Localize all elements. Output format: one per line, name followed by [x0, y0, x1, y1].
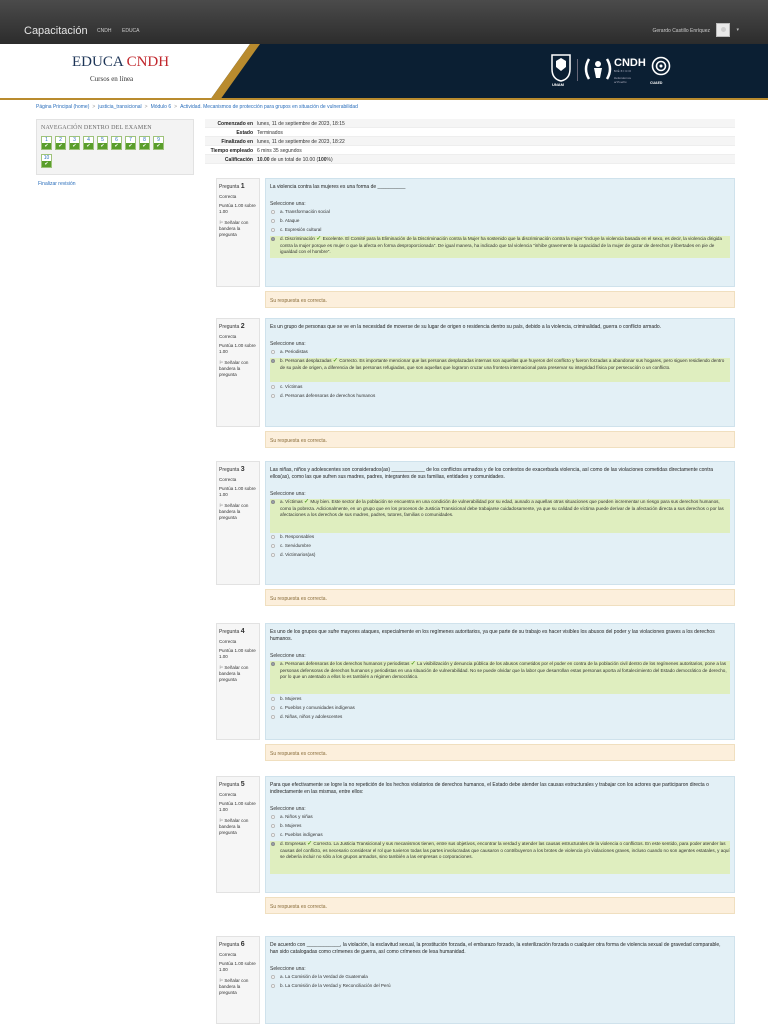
answer-option[interactable] — [270, 814, 730, 822]
quiz-nav-number: 6 — [115, 137, 118, 143]
answer-option[interactable] — [270, 714, 730, 722]
feedback-text: Su respuesta es correcta. — [270, 298, 327, 304]
radio-button[interactable] — [271, 984, 275, 988]
question-label: Pregunta — [219, 629, 240, 635]
radio-button[interactable] — [271, 975, 275, 979]
flag-icon: ⚐ — [219, 503, 224, 508]
question-state: Correcta — [219, 952, 237, 957]
option-text: a. Víctimas — [280, 499, 303, 504]
top-navbar — [0, 0, 768, 44]
flag-icon: ⚐ — [219, 818, 224, 823]
option-text: a. Niños y niñas — [280, 814, 313, 819]
quiz-nav-button-6[interactable] — [111, 136, 122, 150]
check-icon: ✓ — [316, 236, 322, 242]
radio-button[interactable] — [271, 715, 275, 719]
question-label: Pregunta — [219, 324, 240, 330]
radio-button[interactable] — [271, 219, 275, 223]
quiz-nav-button-1[interactable] — [41, 136, 52, 150]
summary-row: Calificación 10.00 de un total de 10.00 (100%) — [205, 155, 735, 164]
banner-subtitle: Cursos en línea — [90, 75, 134, 83]
question-label: Pregunta — [219, 184, 240, 190]
feedback-text: Su respuesta es correcta. — [270, 596, 327, 602]
unam-logo-icon — [549, 53, 573, 83]
option-text: a. Periodistas — [280, 349, 308, 354]
general-feedback — [265, 744, 735, 761]
check-icon: ✔ — [112, 143, 121, 149]
question-label: Pregunta — [219, 782, 240, 788]
option-text: d. Victimarios(as) — [280, 552, 316, 557]
option-text: c. Víctimas — [280, 384, 303, 389]
quiz-nav-number: 10 — [43, 155, 50, 161]
question-text: Las niñas, niños y adolescentes son considerados(as) ____________ de los conflictos armados y de los contextos de exacerbada violencia, así como de las violaciones cometidas directamente contra ellos(as), como las que sufren sus madres, padres, integrantes de sus familias, entidades y comunidades. — [270, 467, 714, 480]
answer-option[interactable] — [270, 543, 730, 551]
question-number: 4 — [240, 628, 245, 635]
option-text: d. Personas defensoras de derechos humanos — [280, 393, 376, 398]
radio-button[interactable] — [271, 237, 275, 241]
radio-button[interactable] — [271, 833, 275, 837]
question-info-6 — [216, 936, 260, 1024]
flag-icon: ⚐ — [219, 360, 224, 365]
question-number: 6 — [240, 941, 245, 948]
finish-review-link[interactable]: Finalizar revisión — [38, 181, 76, 187]
option-text: b. Responsables — [280, 534, 315, 539]
quiz-nav-number: 5 — [101, 137, 104, 143]
question-text: La violencia contra las mujeres es una forma de __________ — [270, 184, 406, 190]
breadcrumb-activity[interactable]: Actividad. Mecanismos de protección para grupos en situación de vulnerabilidad — [180, 104, 358, 110]
question-content-2 — [265, 318, 735, 427]
answer-option[interactable] — [270, 384, 730, 392]
option-feedback: La visibilización y denuncia pública de los abusos cometidos por el poder en contra de la población civil dentro de los regímenes autoritarios, pone a las personas defensoras de derechos humanos y periodistas en una situación de vulnerabilidad. No se puede olvidar que la labor que desarrollan estas personas aporta al fortalecimiento del Estado democrático de derecho, por lo que un atentado a ellos lo es también a régimen democrático. — [280, 661, 727, 680]
question-grade: Puntúa 1.00 sobre 1.00 — [219, 486, 256, 497]
question-grade: Puntúa 1.00 sobre 1.00 — [219, 648, 256, 659]
answer-option[interactable] — [270, 841, 730, 874]
radio-button[interactable] — [271, 535, 275, 539]
flag-question-toggle[interactable]: ⚐ Señalar con bandera la pregunta — [219, 978, 249, 995]
option-text: a. Personas defensoras de los derechos humanos y periodistas — [280, 661, 410, 666]
radio-button[interactable] — [271, 697, 275, 701]
answer-option[interactable] — [270, 349, 730, 357]
flag-icon: ⚐ — [219, 220, 224, 225]
flag-question-toggle[interactable]: ⚐ Señalar con bandera la pregunta — [219, 503, 249, 520]
option-text: c. Expresión cultural — [280, 227, 322, 232]
breadcrumb-module[interactable]: Módulo 6 — [150, 104, 172, 110]
select-one-prompt: Seleccione una: — [270, 341, 306, 347]
answer-option[interactable] — [270, 661, 730, 694]
radio-button[interactable] — [271, 662, 275, 666]
feedback-text: Su respuesta es correcta. — [270, 438, 327, 444]
quiz-nav-number: 4 — [87, 137, 90, 143]
cndh-logo-icon — [583, 54, 613, 84]
radio-button[interactable] — [271, 553, 275, 557]
answer-option[interactable] — [270, 983, 730, 991]
option-feedback: Muy bien. Este sector de la población se encuentra en una condición de vulnerabilidad por su edad, aunado a aquellas otras situaciones que pueden incrementar un riesgo para sus derechos humanos, como la pobreza. Adicionalmente, en un grupo que en los procesos de Justicia Transicional debe trabajarse cuidadosamente, ya que su calidad de víctima puede derivar de la afectación directa a sus derechos o por las afectaciones a los derechos de sus madres, padres, tutores, familias o comunidades. — [280, 499, 724, 518]
user-menu-name[interactable]: Gerardo Castillo Enríquez — [652, 28, 710, 34]
quiz-nav-button-3[interactable] — [69, 136, 80, 150]
summary-row: Estado Terminados — [205, 128, 735, 137]
question-content-5 — [265, 776, 735, 893]
question-info-4 — [216, 623, 260, 740]
question-content-3 — [265, 461, 735, 585]
option-feedback: Correcto. La Justicia Transicional y sus mecanismos tienen, entre sus objetivos, encontrar la verdad y atender las causas estructurales de la violencia o conflictos. En este sentido, para poder atender las causas del conflicto, es necesario considerar el rol que tuvieron todas las partes involucradas que causaron o contribuyeron a los brotes de violencia y/o violaciones graves, incluso cuando no son agentes estatales, y aquí se debería incluir no sólo a los grupos armados, sino también a las empresas o corporaciones. — [280, 841, 730, 860]
header-banner: EDUCA CNDH Cursos en línea UNAM CNDH MÉXICO Defendemos al Pueblo CUAED — [0, 44, 768, 100]
question-text: Es uno de los grupos que sufre mayores ataques, especialmente en los regímenes autoritarios, ya que parte de su trabajo es hacer visibles los abusos del poder y las violaciones graves a los derechos humanos. — [270, 629, 715, 642]
option-feedback: Correcto. Es importante mencionar que las personas desplazadas internas son aquellas que huyeron del conflicto y fueron forzadas a abandonar sus hogares, pero siguen residiendo dentro de su país de origen, a diferencia de las personas refugiadas, que son aquellas que lograron cruzar una frontera internacional para preservar su integridad física por persecución o un conflicto. — [280, 358, 725, 370]
check-icon: ✔ — [126, 143, 135, 149]
option-feedback: Excelente. El Comité para la Eliminación de la Discriminación contra la Mujer ha sostenido que la discriminación contra la mujer "incluye la violencia basada en el sexo, es decir, la violencia dirigida contra la mujer porque es mujer o que la afecta en forma desproporcionada". De igual manera, ha indicado que tal violencia "inhibe gravemente la capacidad de la mujer de gozar de derechos y libertades en pie de igualdad con el hombre". — [280, 236, 723, 255]
option-text: b. Ataque — [280, 218, 300, 223]
question-state: Correcta — [219, 792, 237, 797]
answer-option[interactable] — [270, 823, 730, 831]
summary-row: Tiempo empleado 6 mins 35 segundos — [205, 146, 735, 155]
quiz-nav-number: 3 — [73, 137, 76, 143]
flag-icon: ⚐ — [219, 665, 224, 670]
chevron-down-icon[interactable]: ▾ — [736, 27, 739, 33]
flag-question-toggle[interactable]: ⚐ Señalar con bandera la pregunta — [219, 220, 249, 237]
option-text: a. Transformación social — [280, 209, 330, 214]
radio-button[interactable] — [271, 500, 275, 504]
general-feedback — [265, 897, 735, 914]
question-info-1 — [216, 178, 260, 287]
nav-link-educa[interactable]: EDUCA — [122, 28, 140, 34]
select-one-prompt: Seleccione una: — [270, 201, 306, 207]
general-feedback — [265, 431, 735, 448]
quiz-nav-button-8[interactable] — [139, 136, 150, 150]
check-icon: ✔ — [84, 143, 93, 149]
option-text: a. La Comisión de la Verdad de Guatemala — [280, 974, 368, 979]
radio-button[interactable] — [271, 228, 275, 232]
option-text: c. Servidumbre — [280, 543, 311, 548]
radio-button[interactable] — [271, 544, 275, 548]
quiz-nav-button-2[interactable] — [55, 136, 66, 150]
radio-button[interactable] — [271, 842, 275, 846]
question-number: 3 — [240, 466, 245, 473]
quiz-nav-button-10[interactable] — [41, 154, 52, 168]
question-number: 5 — [240, 781, 245, 788]
check-icon: ✓ — [304, 499, 310, 505]
site-brand-link[interactable]: Capacitación — [24, 25, 88, 37]
answer-option[interactable] — [270, 499, 730, 533]
question-info-5 — [216, 776, 260, 893]
flag-question-toggle[interactable]: ⚐ Señalar con bandera la pregunta — [219, 818, 249, 835]
avatar[interactable] — [716, 23, 730, 37]
option-text: d. Empresas — [280, 841, 306, 846]
option-text: b. Personas desplazadas — [280, 358, 332, 363]
question-info-2 — [216, 318, 260, 427]
radio-button[interactable] — [271, 350, 275, 354]
question-grade: Puntúa 1.00 sobre 1.00 — [219, 343, 256, 354]
question-text: De acuerdo con ____________, la violación, la esclavitud sexual, la prostitución forzada, el embarazo forzado, la esterilización forzada o cualquier otra forma de violencia sexual de gravedad comparable, han sido catalogadas como crímenes de guerra, así como crímenes de lesa humanidad. — [270, 942, 721, 955]
option-text: d. Discriminación — [280, 236, 315, 241]
breadcrumb: Página Principal (home) > justicia_transicional > Módulo 6 > Actividad. Mecanismos de protección para grupos en situación de vulnerabilidad — [36, 104, 358, 110]
radio-button[interactable] — [271, 706, 275, 710]
feedback-text: Su respuesta es correcta. — [270, 751, 327, 757]
flag-question-toggle[interactable]: ⚐ Señalar con bandera la pregunta — [219, 360, 249, 377]
question-text: Para que efectivamente se logre la no repetición de los hechos violatorios de derechos humanos, el Estado debe atender las causas estructurales y trabajar con los actores que participaron directa o indirectamente en las mismas, entre ellos: — [270, 782, 709, 795]
answer-option[interactable] — [270, 227, 730, 235]
question-grade: Puntúa 1.00 sobre 1.00 — [219, 203, 256, 214]
feedback-text: Su respuesta es correcta. — [270, 904, 327, 910]
select-one-prompt: Seleccione una: — [270, 966, 306, 972]
radio-button[interactable] — [271, 385, 275, 389]
breadcrumb-course[interactable]: justicia_transicional — [98, 104, 142, 110]
attempt-summary-table — [205, 119, 735, 164]
quiz-navigation-title: NAVEGACIÓN DENTRO DEL EXAMEN — [41, 125, 152, 131]
select-one-prompt: Seleccione una: — [270, 806, 306, 812]
radio-button[interactable] — [271, 815, 275, 819]
summary-row: Finalizado en lunes, 11 de septiembre de 2023, 18:22 — [205, 137, 735, 146]
answer-option[interactable] — [270, 218, 730, 226]
question-state: Correcta — [219, 334, 237, 339]
check-icon: ✔ — [154, 143, 163, 149]
question-state: Correcta — [219, 639, 237, 644]
check-icon: ✔ — [70, 143, 79, 149]
radio-button[interactable] — [271, 824, 275, 828]
general-feedback — [265, 589, 735, 606]
question-text: Es un grupo de personas que se ve en la necesidad de moverse de su lugar de origen o residencia dentro su país, debido a la violencia, criminalidad, guerra o conflicto armado. — [270, 324, 662, 330]
question-number: 2 — [240, 323, 245, 330]
question-state: Correcta — [219, 477, 237, 482]
radio-button[interactable] — [271, 359, 275, 363]
check-icon: ✔ — [42, 143, 51, 149]
question-label: Pregunta — [219, 467, 240, 473]
quiz-nav-button-5[interactable] — [97, 136, 108, 150]
check-icon: ✔ — [140, 143, 149, 149]
answer-option[interactable] — [270, 393, 730, 401]
select-one-prompt: Seleccione una: — [270, 491, 306, 497]
question-info-3 — [216, 461, 260, 585]
summary-row: Comenzado en lunes, 11 de septiembre de 2023, 18:15 — [205, 119, 735, 128]
quiz-nav-button-4[interactable] — [83, 136, 94, 150]
select-one-prompt: Seleccione una: — [270, 653, 306, 659]
answer-option[interactable] — [270, 974, 730, 982]
question-label: Pregunta — [219, 942, 240, 948]
quiz-nav-number: 1 — [45, 137, 48, 143]
breadcrumb-home[interactable]: Página Principal (home) — [36, 104, 90, 110]
option-text: b. La Comisión de la Verdad y Reconciliación del Perú — [280, 983, 391, 988]
option-text: b. Mujeres — [280, 696, 302, 701]
answer-option[interactable] — [270, 832, 730, 840]
question-grade: Puntúa 1.00 sobre 1.00 — [219, 801, 256, 812]
question-state: Correcta — [219, 194, 237, 199]
answer-option[interactable] — [270, 705, 730, 713]
check-icon: ✔ — [98, 143, 107, 149]
question-grade: Puntúa 1.00 sobre 1.00 — [219, 961, 256, 972]
quiz-nav-number: 9 — [157, 137, 160, 143]
check-icon: ✓ — [307, 841, 313, 847]
general-feedback — [265, 291, 735, 308]
answer-option[interactable] — [270, 236, 730, 258]
flag-question-toggle[interactable]: ⚐ Señalar con bandera la pregunta — [219, 665, 249, 682]
flag-icon: ⚐ — [219, 978, 224, 983]
quiz-nav-button-7[interactable] — [125, 136, 136, 150]
option-text: c. Pueblos indígenas — [280, 832, 323, 837]
check-icon: ✔ — [56, 143, 65, 149]
option-text: b. Mujeres — [280, 823, 302, 828]
check-icon: ✓ — [332, 358, 338, 364]
question-content-4 — [265, 623, 735, 740]
answer-option[interactable] — [270, 358, 730, 382]
quiz-nav-number: 2 — [59, 137, 62, 143]
question-number: 1 — [240, 183, 245, 190]
answer-option[interactable] — [270, 696, 730, 704]
radio-button[interactable] — [271, 394, 275, 398]
check-icon: ✓ — [410, 661, 416, 667]
question-content-6 — [265, 936, 735, 1024]
quiz-nav-button-9[interactable] — [153, 136, 164, 150]
cuaed-logo-icon — [651, 56, 671, 76]
option-text: c. Pueblos y comunidades indígenas — [280, 705, 355, 710]
quiz-navigation-block — [36, 119, 194, 175]
answer-option[interactable] — [270, 209, 730, 217]
nav-link-cndh[interactable]: CNDH — [97, 28, 112, 34]
question-content-1 — [265, 178, 735, 287]
check-icon: ✔ — [42, 161, 51, 167]
quiz-nav-number: 7 — [129, 137, 132, 143]
answer-option[interactable] — [270, 534, 730, 542]
answer-option[interactable] — [270, 552, 730, 560]
banner-title[interactable]: EDUCA CNDH — [72, 54, 170, 70]
quiz-nav-number: 8 — [143, 137, 146, 143]
option-text: d. Niñas, niños y adolescentes — [280, 714, 343, 719]
radio-button[interactable] — [271, 210, 275, 214]
